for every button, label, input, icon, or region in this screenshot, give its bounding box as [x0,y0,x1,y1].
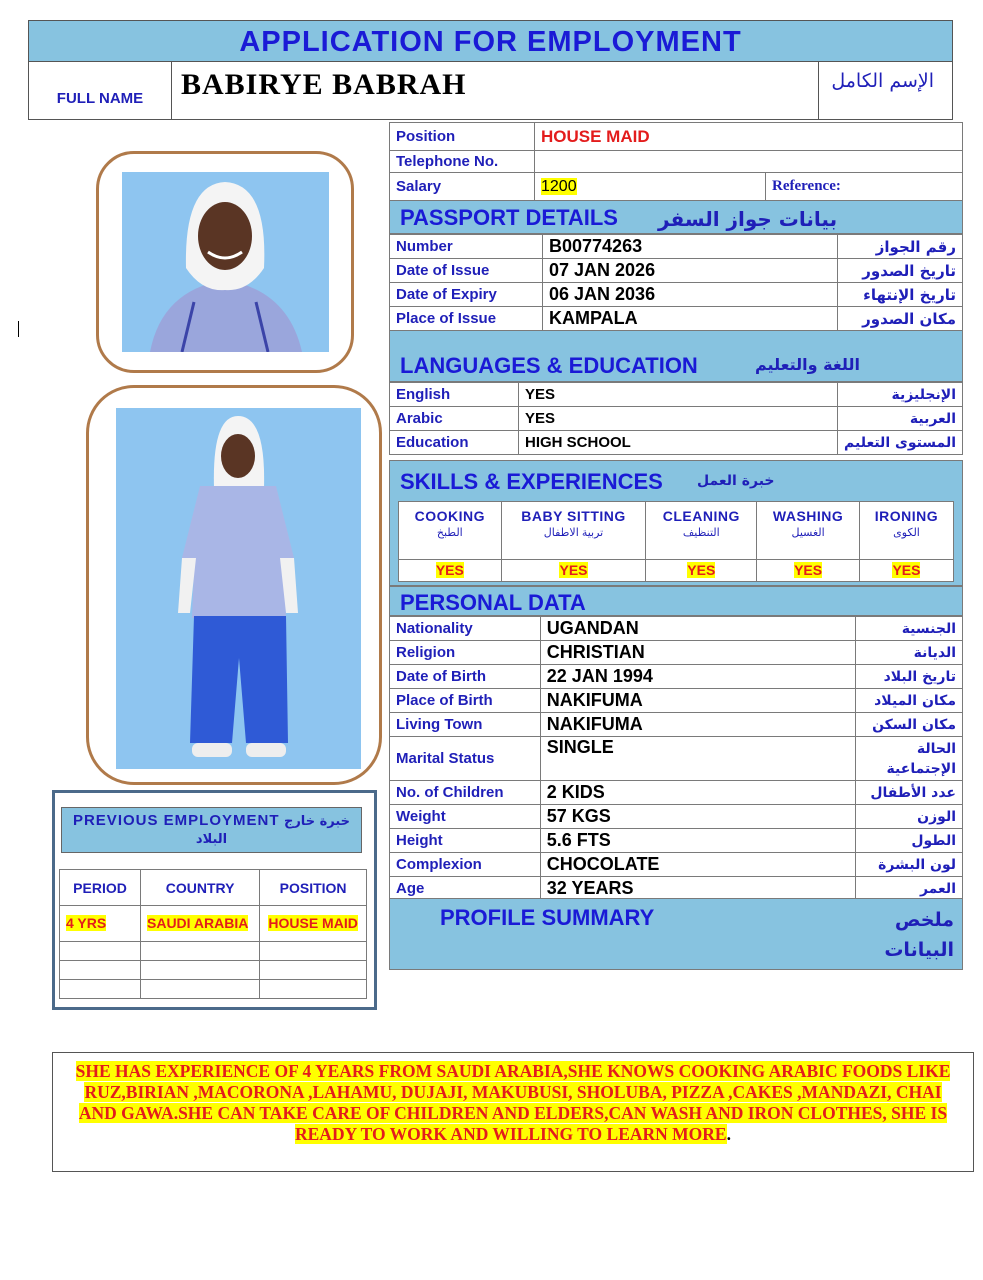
languages-title: LANGUAGES & EDUCATION [400,353,698,378]
job-info-table [389,122,963,201]
previous-employment-empty-cell [260,961,367,980]
previous-employment-col-header: POSITION [260,870,367,906]
full-name-label-ar: الإسم الكامل [818,62,952,119]
skill-name: CLEANING [662,508,740,524]
previous-employment-header [61,807,362,853]
personal-table [389,616,963,901]
language-row [390,407,963,431]
language-row-label: Arabic [390,407,519,431]
passport-row-value: 06 JAN 2036 [543,283,838,307]
skill-name: WASHING [772,508,844,524]
skills-section [389,460,963,586]
salary-value: 1200 [541,177,577,195]
portrait-photo [122,172,329,352]
personal-row-value: 5.6 FTS [540,829,855,853]
previous-employment-row [60,906,367,942]
personal-row-label: No. of Children [390,781,541,805]
passport-title-ar: بيانات جواز السفر [658,207,838,231]
personal-row-value: 32 YEARS [540,877,855,901]
language-row [390,431,963,455]
previous-employment-col-header: COUNTRY [141,870,260,906]
personal-row-label-ar: الديانة [855,641,962,665]
passport-row-value: 07 JAN 2026 [543,259,838,283]
personal-row-label: Place of Birth [390,689,541,713]
previous-employment-position: HOUSE MAID [268,914,358,931]
personal-row [390,781,963,805]
previous-employment-table [59,869,367,999]
previous-employment-col-header: PERIOD [60,870,141,906]
languages-header [389,330,963,382]
previous-employment-empty-row [60,980,367,999]
skill-value: YES [687,561,716,578]
skill-name-ar: تربية الاطفال [543,527,604,539]
previous-employment-empty-row [60,961,367,980]
portrait-photo-frame [96,151,354,373]
language-row-label-ar: الإنجليزية [838,383,963,407]
previous-employment-cell [260,906,367,942]
personal-row-label-ar: لون البشرة [855,853,962,877]
previous-employment-empty-cell [260,980,367,999]
skill-value-cell [757,560,860,582]
skill-value-cell [399,560,502,582]
skill-value: YES [794,561,823,578]
skill-name-ar: الغسيل [791,527,825,539]
personal-row-value: CHOCOLATE [540,853,855,877]
previous-employment-period: 4 YRS [66,914,107,931]
personal-row-label: Religion [390,641,541,665]
language-row-label: English [390,383,519,407]
skill-value-cell [501,560,646,582]
personal-row-value: NAKIFUMA [540,689,855,713]
personal-header [389,586,963,616]
skill-cell [399,502,502,560]
summary-text: SHE HAS EXPERIENCE OF 4 YEARS FROM SAUDI ARABIA,SHE KNOWS COOKING ARABIC FOODS LIKE RUZ,BIRIAN ,MACORONA ,LAHAMU, DUJAJI, MAKUBUSI, SHOLUBA, PIZZA ,CAKES ,MANDAZI, CHAI AND GAWA.SHE CAN TAKE CARE OF CHILDREN AND ELDERS,CAN WASH AND IRON CLOTHES, SHE IS READY TO WORK AND WILLING TO LEARN MORE [75,1061,951,1144]
personal-row-label-ar: عدد الأطفال [855,781,962,805]
skill-cell [859,502,953,560]
personal-row-value: UGANDAN [540,617,855,641]
passport-row-label-ar: رقم الجواز [838,235,963,259]
passport-row [390,283,963,307]
personal-row [390,829,963,853]
personal-row [390,617,963,641]
skill-cell [501,502,646,560]
language-row-label-ar: المستوى التعليم [838,431,963,455]
skill-name: BABY SITTING [521,508,626,524]
passport-row-label: Place of Issue [390,307,543,331]
passport-table [389,234,963,331]
language-row-value: YES [519,407,838,431]
personal-row-label-ar: الوزن [855,805,962,829]
language-row [390,383,963,407]
passport-row-label-ar: مكان الصدور [838,307,963,331]
skill-name-ar: الكوى [893,527,920,539]
previous-employment-empty-cell [60,942,141,961]
salary-label: Salary [390,173,535,201]
passport-row-label-ar: تاريخ الصدور [838,259,963,283]
personal-row-label: Height [390,829,541,853]
personal-title: PERSONAL DATA [400,590,586,615]
passport-row-value: B00774263 [543,235,838,259]
position-label: Position [390,123,535,151]
text-cursor [18,321,19,337]
full-name-label: FULL NAME [29,62,172,119]
personal-row [390,641,963,665]
skill-value: YES [892,561,921,578]
previous-employment-cell [60,906,141,942]
languages-title-ar: اللغة والتعليم [755,355,860,374]
passport-row-value: KAMPALA [543,307,838,331]
passport-row-label-ar: تاريخ الإنتهاء [838,283,963,307]
passport-header [389,200,963,234]
personal-row [390,853,963,877]
profile-title-ar: ملخص البيانات [884,909,954,961]
personal-row [390,713,963,737]
languages-table [389,382,963,455]
personal-row-label: Age [390,877,541,901]
full-name-value: BABIRYE BABRAH [181,68,467,101]
personal-row-label-ar: مكان السكن [855,713,962,737]
personal-row-label: Date of Birth [390,665,541,689]
skill-value-cell [646,560,757,582]
previous-employment-empty-cell [141,980,260,999]
personal-row [390,877,963,901]
skill-cell [757,502,860,560]
full-body-photo [116,408,361,769]
skills-title: SKILLS & EXPERIENCES [400,469,663,494]
personal-row-label-ar: العمر [855,877,962,901]
personal-row-label: Complexion [390,853,541,877]
previous-employment-country: SAUDI ARABIA [147,914,249,931]
personal-row-label-ar: تاريخ البلاد [855,665,962,689]
passport-row-label: Date of Issue [390,259,543,283]
language-row-label-ar: العربية [838,407,963,431]
skills-table [398,501,954,582]
passport-row [390,259,963,283]
personal-row-value: SINGLE [540,737,855,781]
previous-employment-empty-row [60,942,367,961]
personal-row-value: CHRISTIAN [540,641,855,665]
passport-row-label: Date of Expiry [390,283,543,307]
passport-row-label: Number [390,235,543,259]
personal-row [390,737,963,781]
full-name-row [28,62,953,120]
full-body-photo-frame [86,385,382,785]
personal-row-label-ar: مكان الميلاد [855,689,962,713]
profile-title: PROFILE SUMMARY [440,905,655,930]
passport-title: PASSPORT DETAILS [400,205,618,230]
personal-row-value: NAKIFUMA [540,713,855,737]
personal-row-label: Marital Status [390,737,541,781]
skills-title-ar: خبرة العمل [697,473,775,489]
personal-row [390,805,963,829]
previous-employment-empty-cell [141,961,260,980]
telephone-label: Telephone No. [390,151,535,173]
personal-row-label-ar: الطول [855,829,962,853]
previous-employment-empty-cell [141,942,260,961]
skills-value-row [399,560,954,582]
skill-cell [646,502,757,560]
previous-employment-cell [141,906,260,942]
personal-row-label: Nationality [390,617,541,641]
page-title: APPLICATION FOR EMPLOYMENT [239,26,742,58]
language-row-label: Education [390,431,519,455]
title-band [28,20,953,62]
reference-label: Reference: [766,173,963,201]
personal-row-label: Weight [390,805,541,829]
personal-row-value: 57 KGS [540,805,855,829]
personal-row-label-ar: الحالة الإجتماعية [855,737,962,781]
skill-name: IRONING [874,508,939,524]
skills-name-row [399,502,954,560]
previous-employment-empty-cell [60,980,141,999]
passport-row [390,235,963,259]
language-row-value: HIGH SCHOOL [519,431,838,455]
previous-employment-title: PREVIOUS EMPLOYMENT [72,812,280,829]
position-value: HOUSE MAID [535,123,963,151]
skill-name-ar: التنظيف [682,527,720,539]
personal-row-label: Living Town [390,713,541,737]
summary-box [52,1052,974,1172]
skill-value: YES [435,561,464,578]
previous-employment-box [52,790,377,1010]
passport-row [390,307,963,331]
skill-value: YES [559,561,588,578]
personal-row-label-ar: الجنسية [855,617,962,641]
personal-row [390,689,963,713]
previous-employment-empty-cell [260,942,367,961]
previous-employment-empty-cell [60,961,141,980]
personal-row-value: 22 JAN 1994 [540,665,855,689]
skill-value-cell [859,560,953,582]
language-row-value: YES [519,383,838,407]
skill-name: COOKING [414,508,486,524]
summary-end: . [726,1124,731,1144]
personal-row-value: 2 KIDS [540,781,855,805]
personal-row [390,665,963,689]
previous-employment-title-ar: خبرة خارج البلاد [195,814,351,847]
skill-name-ar: الطبخ [436,527,463,539]
profile-summary-band [389,898,963,970]
previous-employment-header-row [60,870,367,906]
telephone-value [535,151,963,173]
